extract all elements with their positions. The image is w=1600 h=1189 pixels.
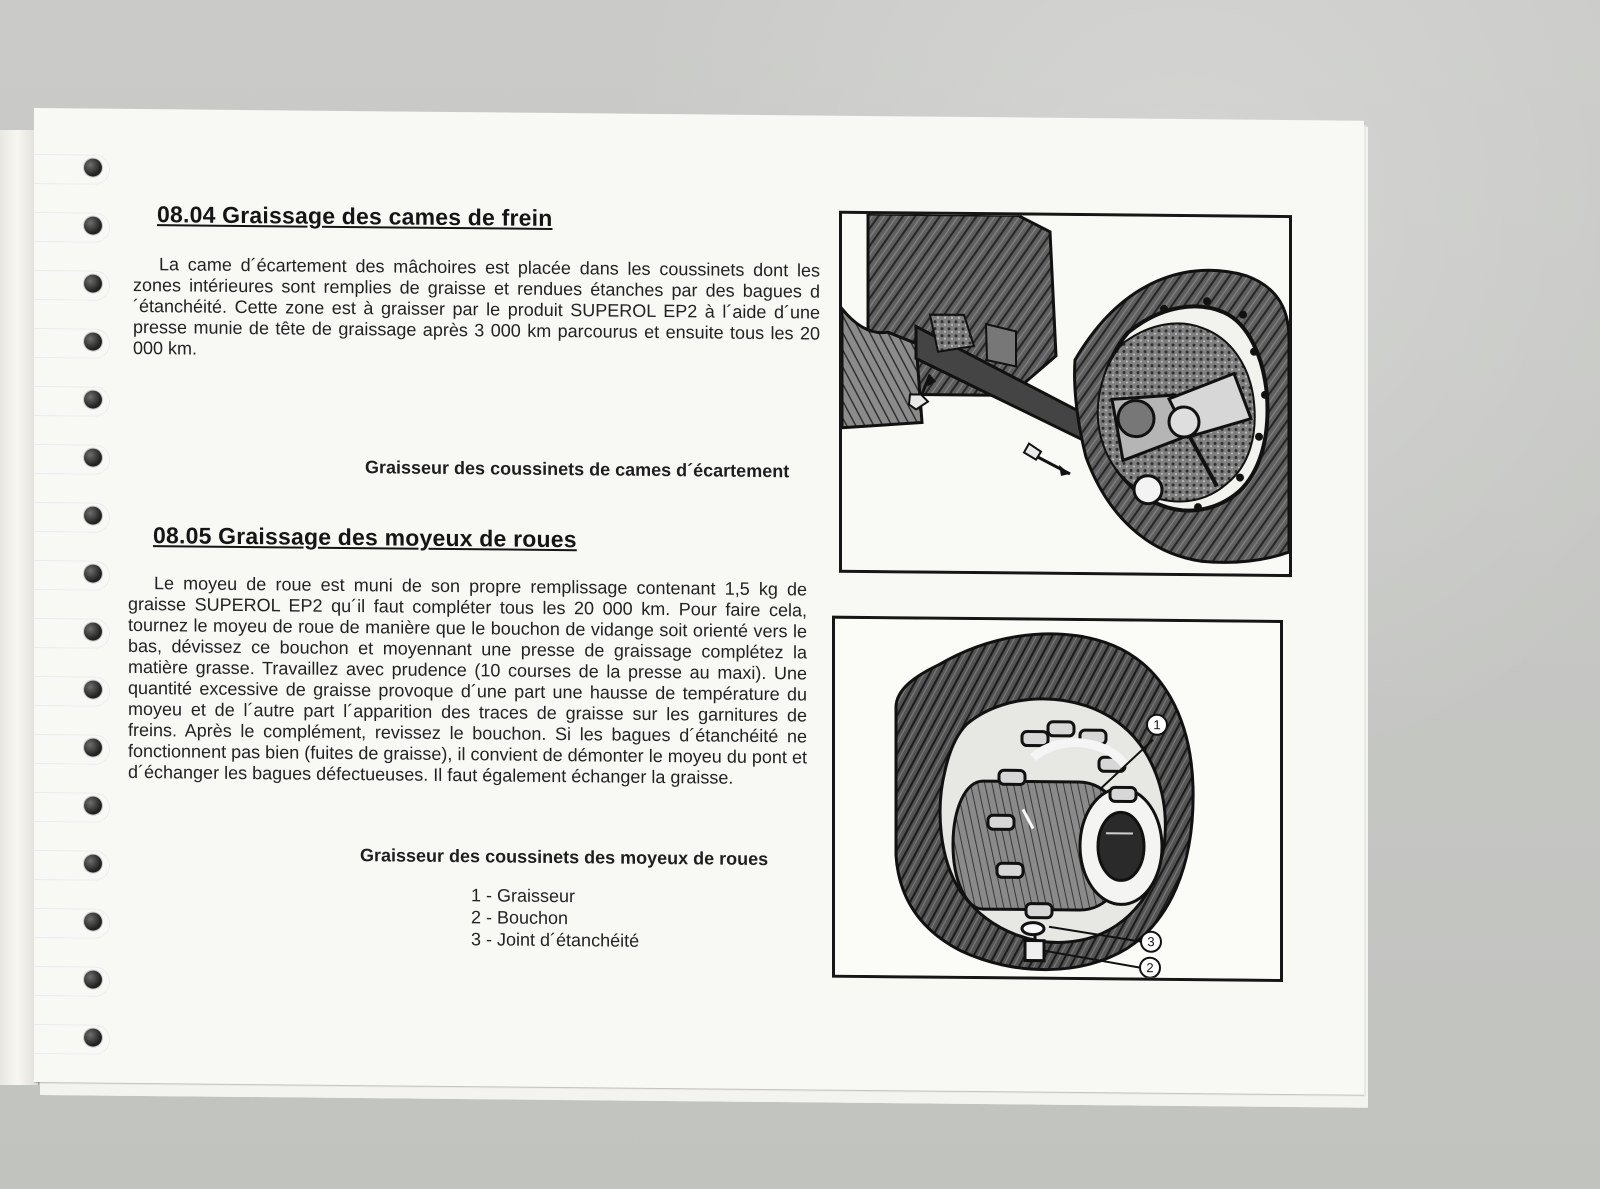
adjuster bbox=[1134, 476, 1162, 504]
wheel-hub-caption: Graisseur des coussinets des moyeux de roues bbox=[360, 845, 769, 870]
manual-page bbox=[34, 108, 1364, 1095]
brake-cam-caption: Graisseur des coussinets de cames d´écartement bbox=[365, 457, 790, 482]
left-page-edge bbox=[0, 130, 38, 1085]
seal-ring bbox=[1022, 922, 1044, 934]
legend-item: 1 - Graisseur bbox=[471, 885, 576, 907]
drain-plug bbox=[1025, 941, 1044, 961]
pivot-pin bbox=[1169, 407, 1199, 437]
shaft-collar bbox=[986, 324, 1016, 366]
wheel-hub-illustration bbox=[835, 619, 1280, 979]
callout-1-text: 1 bbox=[1153, 717, 1161, 733]
hub-center bbox=[1098, 812, 1144, 880]
brake-cam-illustration bbox=[842, 214, 1289, 574]
wheel-hub-heading: 08.05 Graissage des moyeux de roues bbox=[153, 522, 577, 553]
wheel-hub-paragraph: Le moyeu de roue est muni de son propre remplissage contenant 1,5 kg de graisse SUPEROL EP2 qu´il faut compléter tous les 20 000 km. Pour faire cela, tournez le moyeu de roue de manière que le bouchon de vidange soit orienté vers le bas, dévissez ce bouchon et moyennant une presse de graissage complétez la matière grasse. Travaillez avec prudence (10 courses de la presse au maxi). Une quantité excessive de graisse provoque d´une part une hausse de température du moyeu et de l´autre part l´apparition des traces de graisse sur les garnitures de freins. Après le complément, revissez le bouchon. Si les bagues d´étanchéité ne fonctionnent pas bien (fuites de graisse), il convient de démonter le moyeu du pont et d´échanger les bagues défectueuses. Il faut également échanger la graisse. bbox=[128, 573, 807, 788]
legend-item: 3 - Joint d´étanchéité bbox=[471, 929, 640, 951]
cam-roller bbox=[1118, 400, 1154, 436]
brake-cam-figure bbox=[839, 211, 1292, 577]
legend-item: 2 - Bouchon bbox=[471, 907, 569, 929]
brake-cam-paragraph: La came d´écartement des mâchoires est placée dans les coussinets dont les zones intérieures sont remplies de graisse et rendues étanches par des bagues d´étanchéité. Cette zone est à graisser par le produit SUPEROL EP2 à l´aide d´une presse munie de tête de graissage après 3 000 km parcourus et ensuite tous les 20 000 km. bbox=[133, 254, 820, 359]
wheel-hub-figure bbox=[832, 616, 1283, 982]
page-content bbox=[34, 108, 1364, 1095]
callout-2-text: 2 bbox=[1146, 960, 1154, 976]
brake-cam-heading: 08.04 Graissage des cames de frein bbox=[157, 201, 553, 231]
callout-3-text: 3 bbox=[1147, 934, 1155, 950]
wheel-hub-legend bbox=[471, 884, 639, 952]
